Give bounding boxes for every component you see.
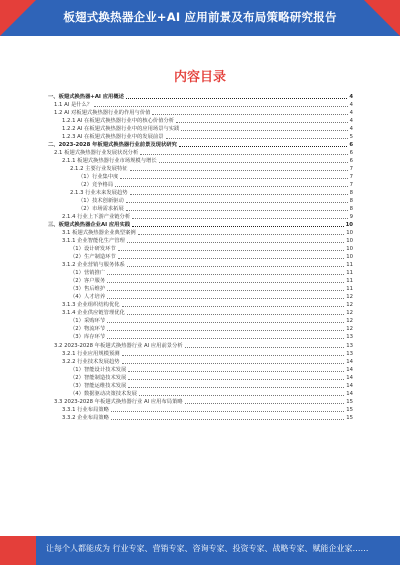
toc-entry-page: 14 [346,390,353,397]
toc-entry-label: （1）采购环节 [70,318,106,325]
toc-entry-page: 7 [349,182,353,189]
toc-entry-label: （1）智能设计技术发展 [70,366,127,373]
toc-entry-page: 13 [346,350,353,357]
toc-entry-label: （1）行业集中度 [78,174,119,181]
toc-entry[interactable] [48,173,353,181]
toc-entry-page: 11 [346,270,353,277]
toc-entry[interactable] [48,277,353,285]
toc-entry-page: 10 [346,246,353,253]
toc-leader-dots [120,178,347,179]
toc-leader-dots [122,363,345,364]
toc-entry-label: （1）营销推广 [70,270,106,277]
footer-slogan: 让每个人都能成为 行业专家、营销专家、咨询专家、投资专家、战略专家、赋能企业家…… [46,544,369,553]
toc-entry-label: （1）设计研发环节 [70,246,116,253]
toc-entry-label: 2.1.1 板翅式换热器行业市场规模与增长 [62,158,157,165]
toc-leader-dots [176,122,348,123]
toc-entry-label: （2）竞争格局 [78,182,114,189]
toc-leader-dots [126,202,348,203]
toc-entry-label: 2.1.2 主要行业发展特征 [70,166,128,173]
toc-entry-page: 4 [349,126,353,133]
toc-entry-label: 3.2 2023-2028 年板翅式换热器行业 AI 应用前景分析 [54,342,183,349]
toc-entry-label: 一、板翅式换热器+AI 应用概述 [48,94,124,101]
toc-entry[interactable] [48,293,353,301]
toc-entry[interactable] [48,101,353,109]
toc-entry[interactable] [48,309,353,317]
toc-entry-page: 6 [349,142,353,149]
toc-leader-dots [94,106,347,107]
toc-entry[interactable] [48,109,353,117]
toc-entry-label: 2.1.3 行业未来发展趋势 [70,190,128,197]
table-of-contents [48,93,353,422]
toc-entry-label: 三、板翅式换热器企业AI 应用实践 [48,222,131,229]
toc-leader-dots [128,371,344,372]
toc-entry-page: 11 [346,278,353,285]
toc-entry-label: 1.2.2 AI 在板翅式换热器行业中的应用场景与实践 [62,126,180,133]
toc-entry-page: 13 [346,334,353,341]
toc-entry-page: 6 [349,150,353,157]
toc-entry-label: 3.3.2 企业布局策略 [62,414,109,421]
toc-entry-page: 8 [349,198,353,205]
toc-heading: 内容目录 [173,70,226,85]
toc-entry-label: 3.2.2 行业技术发展趋势 [62,358,120,365]
toc-leader-dots [159,162,348,163]
toc-entry-page: 5 [349,134,353,141]
toc-leader-dots [107,338,344,339]
toc-entry-page: 9 [349,214,353,221]
toc-entry[interactable] [48,221,353,229]
toc-entry-label: （2）生产制造环节 [70,254,116,261]
toc-entry-label: （3）智能运维技术发展 [70,382,127,389]
toc-entry[interactable] [48,165,353,173]
toc-leader-dots [107,290,344,291]
toc-entry-label: 3.2.1 行业应用规模预测 [62,350,120,357]
toc-entry[interactable] [48,141,353,149]
toc-entry[interactable] [48,317,353,325]
toc-entry-page: 15 [346,414,353,421]
toc-leader-dots [185,403,345,404]
toc-entry-label: （3）库存环节 [70,334,106,341]
toc-entry[interactable] [48,149,353,157]
toc-entry-page: 15 [346,406,353,413]
toc-entry[interactable] [48,350,353,358]
toc-entry-label: （3）售后维护 [70,286,106,293]
toc-entry[interactable] [48,245,353,253]
toc-entry[interactable] [48,253,353,261]
toc-entry-page: 10 [346,238,353,245]
toc-entry-label: 3.3.1 行业布局策略 [62,406,109,413]
toc-leader-dots [107,282,344,283]
toc-entry[interactable] [48,301,353,309]
toc-entry-label: （4）数据驱动决策技术发展 [70,390,137,397]
toc-entry-page: 12 [346,302,353,309]
toc-entry-label: （2）物流环节 [70,326,106,333]
toc-entry[interactable] [48,133,353,141]
toc-entry-label: 二、2023-2028 年板翅式换热器行业前景及现状研究 [48,142,177,149]
toc-entry-page: 4 [349,110,353,117]
toc-leader-dots [118,250,345,251]
toc-leader-dots [118,258,345,259]
toc-leader-dots [166,138,348,139]
toc-entry-page: 8 [349,190,353,197]
toc-leader-dots [185,347,345,348]
toc-leader-dots [115,186,347,187]
toc-entry-page: 14 [346,358,353,365]
page-footer [0,536,400,565]
toc-entry-page: 15 [346,398,353,405]
toc-entry[interactable] [48,269,353,277]
toc-entry[interactable] [48,189,353,197]
toc-entry[interactable] [48,341,353,349]
toc-leader-dots [107,274,344,275]
toc-entry-label: 1.2.3 AI 在板翅式换热器行业中的发展前景 [62,134,164,141]
toc-leader-dots [128,379,344,380]
toc-entry-label: （2）客户服务 [70,278,106,285]
toc-entry-label: （1）技术创新驱动 [78,198,124,205]
toc-entry-label: （2）智能制造技术发展 [70,374,127,381]
toc-entry[interactable] [48,197,353,205]
toc-leader-dots [107,298,344,299]
toc-leader-dots [126,210,348,211]
toc-entry-page: 13 [346,342,353,349]
toc-entry[interactable] [48,237,353,245]
toc-entry-label: 3.1 板翅式换热器企业典型案例 [62,230,136,237]
toc-entry[interactable] [48,117,353,125]
toc-entry-label: 1.2.1 AI 在板翅式换热器行业中的核心价值分析 [62,118,175,125]
toc-entry[interactable] [48,181,353,189]
toc-entry-label: （4）人才培养 [70,294,106,301]
toc-entry-page: 4 [349,118,353,125]
toc-entry[interactable] [48,390,353,398]
toc-entry-page: 4 [349,102,353,109]
toc-leader-dots [179,146,347,147]
toc-entry-page: 11 [346,286,353,293]
toc-entry-label: 2.1.4 行业上下游产业链分析 [62,214,131,221]
toc-leader-dots [181,130,347,131]
toc-entry[interactable] [48,261,353,269]
toc-leader-dots [111,411,344,412]
toc-entry-page: 7 [349,174,353,181]
toc-entry[interactable] [48,93,353,101]
toc-leader-dots [130,170,348,171]
toc-leader-dots [127,314,344,315]
toc-leader-dots [127,266,344,267]
toc-entry[interactable] [48,374,353,382]
toc-entry-page: 12 [346,294,353,301]
toc-entry[interactable] [48,213,353,221]
toc-entry-label: 3.1.1 企业智能化生产管理 [62,238,125,245]
toc-entry-label: 3.1.4 企业供应链管理优化 [62,310,125,317]
toc-entry[interactable] [48,333,353,341]
toc-leader-dots [132,226,344,227]
toc-entry-page: 10 [346,230,353,237]
toc-leader-dots [107,330,344,331]
toc-entry[interactable] [48,406,353,414]
toc-entry-page: 12 [346,310,353,317]
toc-entry[interactable] [48,358,353,366]
toc-leader-dots [111,419,344,420]
toc-entry-label: 3.1.3 企业组织结构优化 [62,302,120,309]
toc-entry-page: 10 [346,254,353,261]
footer-left-accent [0,536,36,565]
toc-entry-page: 4 [349,94,353,101]
toc-leader-dots [107,322,344,323]
toc-entry[interactable] [48,366,353,374]
toc-entry-label: 3.3 2023-2028 年板翅式换热器行业 AI 应用布局策略 [54,398,183,405]
toc-entry[interactable] [48,229,353,237]
toc-entry-label: 1.2 AI 对板翅式换热器行业的作用与价值 [54,110,151,117]
toc-leader-dots [152,114,347,115]
toc-entry-page: 6 [349,158,353,165]
toc-entry[interactable] [48,205,353,213]
toc-entry-label: 1.1 AI 是什么？ [54,102,93,109]
page-header [0,0,400,36]
toc-entry-page: 7 [349,166,353,173]
toc-entry[interactable] [48,125,353,133]
toc-entry-page: 14 [346,374,353,381]
toc-leader-dots [127,242,344,243]
toc-leader-dots [140,154,347,155]
toc-entry-page: 8 [349,206,353,213]
toc-leader-dots [132,218,347,219]
toc-entry-label: 2.1 板翅式换热器行业发展状况分析 [54,150,139,157]
toc-leader-dots [126,98,347,99]
toc-entry[interactable] [48,382,353,390]
toc-entry-page: 10 [345,222,353,229]
toc-leader-dots [122,306,345,307]
toc-entry[interactable] [48,285,353,293]
toc-entry-page: 12 [346,318,353,325]
toc-entry[interactable] [48,157,353,165]
toc-leader-dots [122,355,345,356]
toc-entry-page: 14 [346,382,353,389]
toc-entry-label: 3.1.2 企业营销与服务体系 [62,262,125,269]
toc-entry-page: 14 [346,366,353,373]
toc-entry-page: 11 [346,262,353,269]
toc-leader-dots [130,194,348,195]
toc-entry-label: （2）市场需求拓展 [78,206,124,213]
toc-leader-dots [128,387,344,388]
toc-entry-page: 12 [346,326,353,333]
toc-leader-dots [139,395,344,396]
toc-entry[interactable] [48,398,353,406]
report-title: 板翅式换热器企业+AI 应用前景及布局策略研究报告 [63,10,337,24]
toc-entry[interactable] [48,325,353,333]
toc-leader-dots [138,234,345,235]
toc-entry[interactable] [48,414,353,422]
